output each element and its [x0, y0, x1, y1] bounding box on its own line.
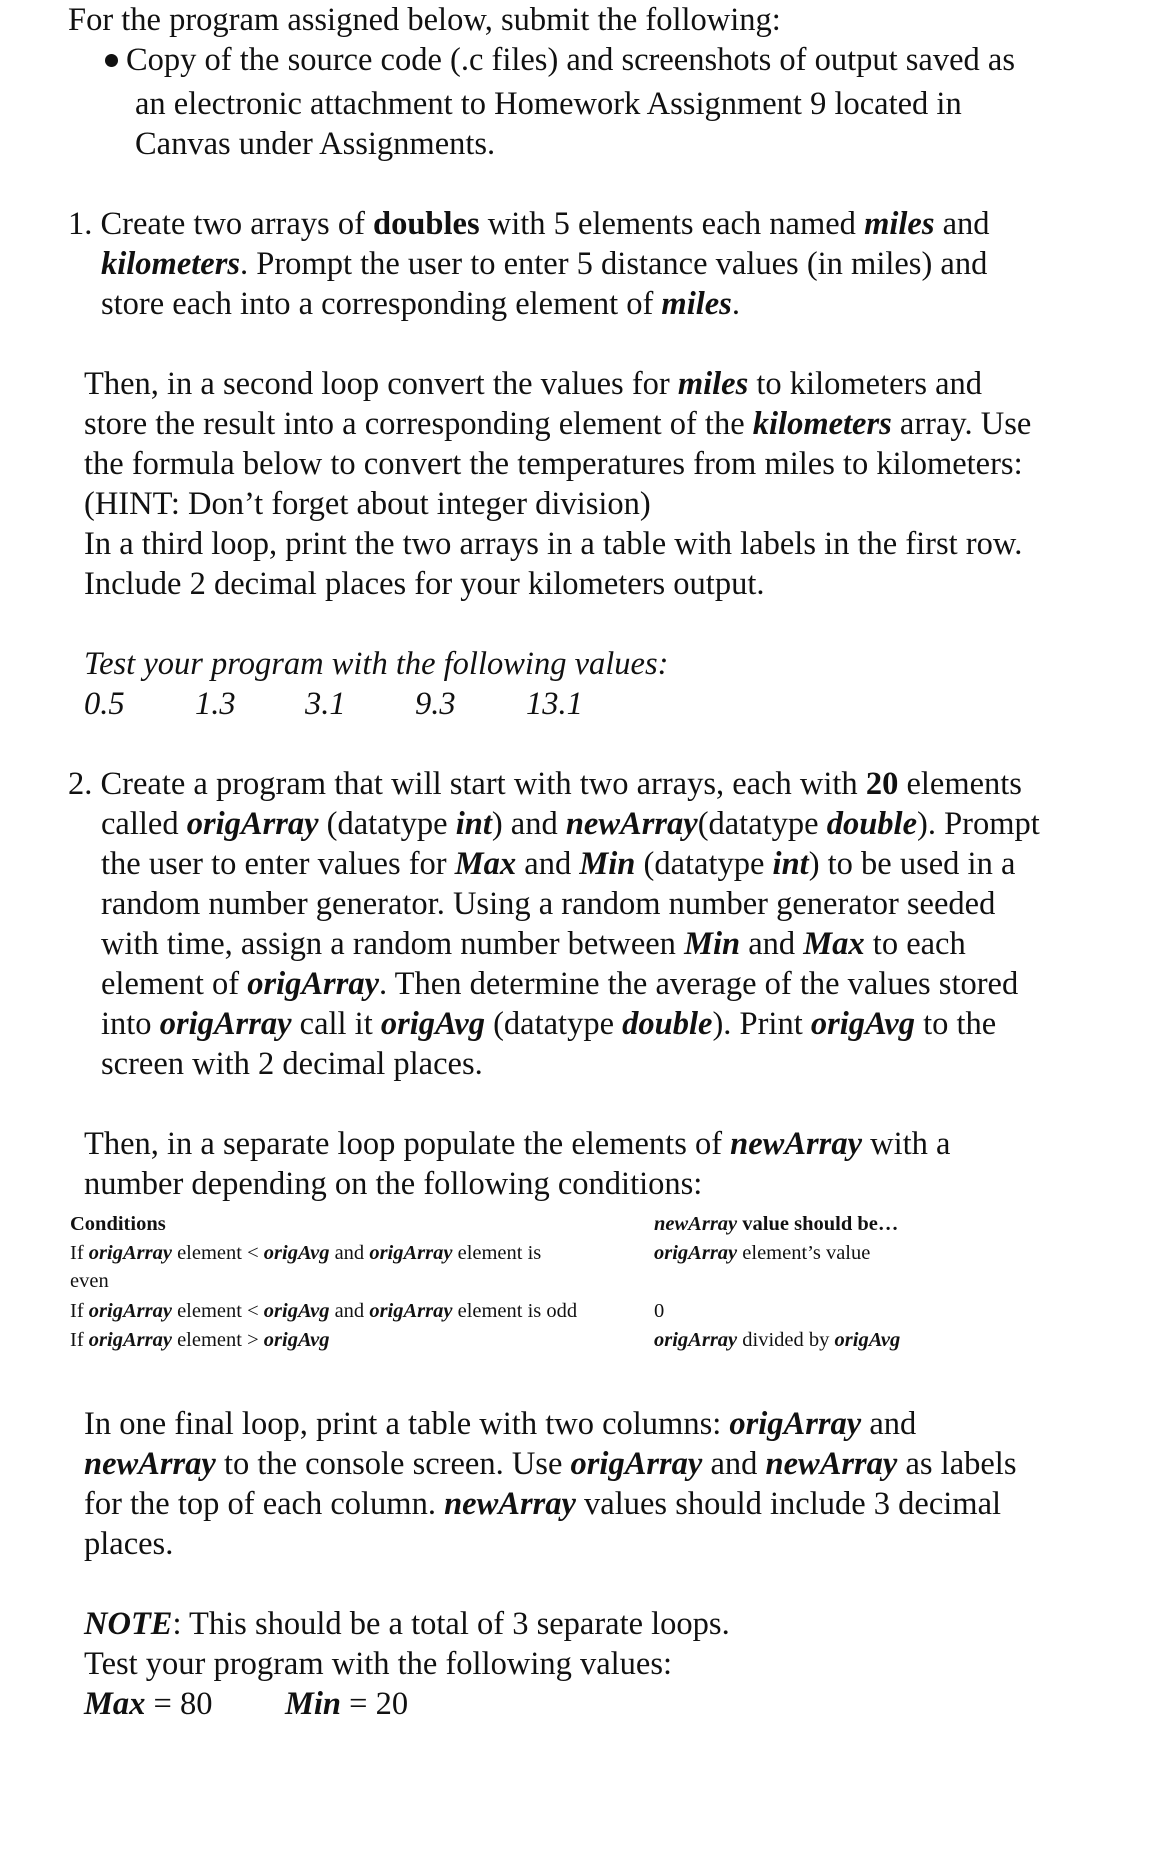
test-value: 9.3	[415, 686, 456, 722]
text-run: ) and	[491, 806, 566, 842]
text-run: with time, assign a random number between	[101, 926, 685, 962]
text-run: If	[70, 1242, 89, 1264]
table-cell-condition	[70, 1239, 541, 1267]
q1-line	[84, 364, 982, 404]
text-run: store each into a corresponding element of	[101, 286, 662, 322]
bold-italic-term: origArray	[654, 1329, 738, 1351]
q2-line	[101, 924, 966, 964]
text-run: into	[101, 1006, 160, 1042]
q2-line: random number generator. Using a random number generator seeded	[101, 886, 996, 922]
table-header-conditions: Conditions	[70, 1213, 166, 1235]
text-run: element of	[101, 966, 248, 1002]
q1-line	[84, 404, 1031, 444]
text-run: (datatype	[484, 1006, 623, 1042]
q1-line	[101, 244, 987, 284]
text-run: array. Use	[891, 406, 1032, 442]
text-run: value should be…	[737, 1213, 899, 1235]
text-run: for the top of each column.	[84, 1486, 445, 1522]
bold-italic-term: miles	[864, 206, 935, 242]
q1-line: Include 2 decimal places for your kilometers output.	[84, 566, 765, 602]
text-run: (datatype	[697, 806, 827, 842]
bold-italic-term: NOTE	[84, 1606, 173, 1642]
text-run: . Prompt the user to enter 5 distance values (in miles) and	[240, 246, 988, 282]
q1-line: (HINT: Don’t forget about integer division)	[84, 486, 651, 522]
text-run: : This should be a total of 3 separate loops.	[172, 1606, 730, 1642]
text-run: and	[740, 926, 804, 962]
text-run: element >	[171, 1329, 264, 1351]
bold-italic-term: origAvg	[263, 1300, 330, 1322]
text-run: as labels	[897, 1446, 1017, 1482]
intro-heading: For the program assigned below, submit the following:	[68, 2, 781, 38]
bold-italic-term: origAvg	[834, 1329, 901, 1351]
bullet-line: Copy of the source code (.c files) and screenshots of output saved as	[126, 42, 1015, 78]
q1-line: In a third loop, print the two arrays in a table with labels in the first row.	[84, 526, 1023, 562]
bold-italic-term: Max	[454, 846, 517, 882]
text-run: values should include 3 decimal	[575, 1486, 1002, 1522]
bullet-line: an electronic attachment to Homework Assignment 9 located in	[135, 86, 962, 122]
note-line: Test your program with the following values:	[84, 1646, 673, 1682]
q2-line	[68, 764, 1022, 804]
table-cell-value: 0	[654, 1300, 665, 1322]
text-run: and	[516, 846, 580, 882]
table-cell-value	[654, 1326, 900, 1354]
text-run: call it	[291, 1006, 381, 1042]
q1-line: the formula below to convert the temperatures from miles to kilometers:	[84, 446, 1023, 482]
text-run: Then, in a separate loop populate the elements of	[84, 1126, 731, 1162]
test-value: 0.5	[84, 686, 125, 722]
q2-line	[101, 964, 1018, 1004]
table-cell-value	[654, 1239, 870, 1267]
text-run: with 5 elements each named	[479, 206, 865, 242]
text-run: 2. Create a program that will start with two arrays, each with	[68, 766, 866, 802]
bold-italic-term: origArray	[654, 1242, 738, 1264]
bold-italic-term: newArray	[444, 1486, 576, 1522]
q2-line	[101, 844, 1015, 884]
text-run: If	[70, 1300, 89, 1322]
text-run: (datatype	[318, 806, 456, 842]
bold-italic-term: double	[622, 1006, 713, 1042]
text-run: and	[329, 1300, 370, 1322]
text-run: element <	[171, 1300, 264, 1322]
text-run: Then, in a second loop convert the values for	[84, 366, 678, 402]
text-run: .	[731, 286, 740, 322]
bold-term: 20	[865, 766, 899, 802]
bold-italic-term: origArray	[88, 1242, 172, 1264]
bold-italic-term: int	[455, 806, 492, 842]
bullet-icon	[105, 54, 118, 67]
q2-line	[84, 1444, 1017, 1484]
bold-italic-term: origArray	[570, 1446, 703, 1482]
text-run: = 20	[341, 1686, 409, 1722]
bold-italic-term: origArray	[88, 1329, 172, 1351]
test-value: 13.1	[526, 686, 583, 722]
text-run: element is odd	[452, 1300, 578, 1322]
q2-line: number depending on the following conditions:	[84, 1166, 703, 1202]
text-run: divided by	[737, 1329, 835, 1351]
test-value: 3.1	[305, 686, 346, 722]
text-run: to the console screen. Use	[215, 1446, 571, 1482]
text-run: the user to enter values for	[101, 846, 455, 882]
text-run: element is	[452, 1242, 542, 1264]
bold-italic-term: Min	[285, 1686, 342, 1722]
bold-italic-term: newArray	[565, 806, 698, 842]
table-cell-condition: even	[70, 1270, 109, 1292]
bold-term: doubles	[373, 206, 480, 242]
bold-italic-term: origArray	[729, 1406, 862, 1442]
bold-italic-term: miles	[677, 366, 749, 402]
bold-italic-term: Min	[579, 846, 636, 882]
text-run: ). Prompt	[917, 806, 1040, 842]
italic-term: newArray	[654, 1213, 738, 1235]
table-cell-condition	[70, 1297, 577, 1325]
text-run: element <	[171, 1242, 264, 1264]
bullet-line: Canvas under Assignments.	[135, 126, 496, 162]
text-run: ). Print	[712, 1006, 811, 1042]
bold-italic-term: Max	[84, 1686, 146, 1722]
bold-italic-term: origAvg	[263, 1329, 330, 1351]
bold-italic-term: Max	[803, 926, 865, 962]
table-header-value	[654, 1210, 898, 1238]
bold-italic-term: newArray	[765, 1446, 898, 1482]
text-run: and	[702, 1446, 766, 1482]
max-value	[84, 1684, 213, 1724]
q2-line	[101, 804, 1040, 844]
text-run: with a	[862, 1126, 951, 1162]
text-run: and	[934, 206, 990, 242]
q2-line: screen with 2 decimal places.	[101, 1046, 483, 1082]
bold-italic-term: origArray	[88, 1300, 172, 1322]
text-run: to the	[914, 1006, 997, 1042]
bold-italic-term: origAvg	[380, 1006, 485, 1042]
text-run: to each	[864, 926, 966, 962]
q2-line	[84, 1484, 1001, 1524]
text-run: and	[861, 1406, 917, 1442]
text-run: . Then determine the average of the values stored	[379, 966, 1019, 1002]
text-run: (datatype	[635, 846, 773, 882]
bold-italic-term: origArray	[186, 806, 319, 842]
min-value	[285, 1684, 408, 1724]
bold-italic-term: origArray	[247, 966, 380, 1002]
text-run: store the result into a corresponding element of the	[84, 406, 753, 442]
text-run: called	[101, 806, 187, 842]
bold-italic-term: origAvg	[810, 1006, 915, 1042]
q1-line	[68, 204, 990, 244]
q2-line	[101, 1004, 996, 1044]
q2-line	[84, 1404, 916, 1444]
bold-italic-term: newArray	[84, 1446, 216, 1482]
bold-italic-term: newArray	[730, 1126, 862, 1162]
text-run: and	[329, 1242, 370, 1264]
bold-italic-term: origAvg	[263, 1242, 330, 1264]
test-label: Test your program with the following values:	[84, 646, 669, 682]
table-cell-condition	[70, 1326, 329, 1354]
text-run: 1. Create two arrays of	[68, 206, 374, 242]
note-line	[84, 1604, 730, 1644]
text-run: In one final loop, print a table with two columns:	[84, 1406, 730, 1442]
q2-line: places.	[84, 1526, 174, 1562]
bold-italic-term: int	[772, 846, 809, 882]
text-run: = 80	[145, 1686, 213, 1722]
text-run: to kilometers and	[748, 366, 983, 402]
bold-italic-term: kilometers	[101, 246, 241, 282]
text-run: elements	[898, 766, 1022, 802]
bold-italic-term: origArray	[369, 1242, 453, 1264]
bold-italic-term: double	[826, 806, 918, 842]
text-run: ) to be used in a	[808, 846, 1016, 882]
q1-line	[101, 284, 740, 324]
bold-italic-term: kilometers	[752, 406, 892, 442]
text-run: element’s value	[737, 1242, 871, 1264]
bold-italic-term: Min	[684, 926, 741, 962]
q2-line	[84, 1124, 950, 1164]
bold-italic-term: miles	[661, 286, 732, 322]
bold-italic-term: origArray	[369, 1300, 453, 1322]
text-run: If	[70, 1329, 89, 1351]
bold-italic-term: origArray	[159, 1006, 292, 1042]
test-value: 1.3	[195, 686, 236, 722]
